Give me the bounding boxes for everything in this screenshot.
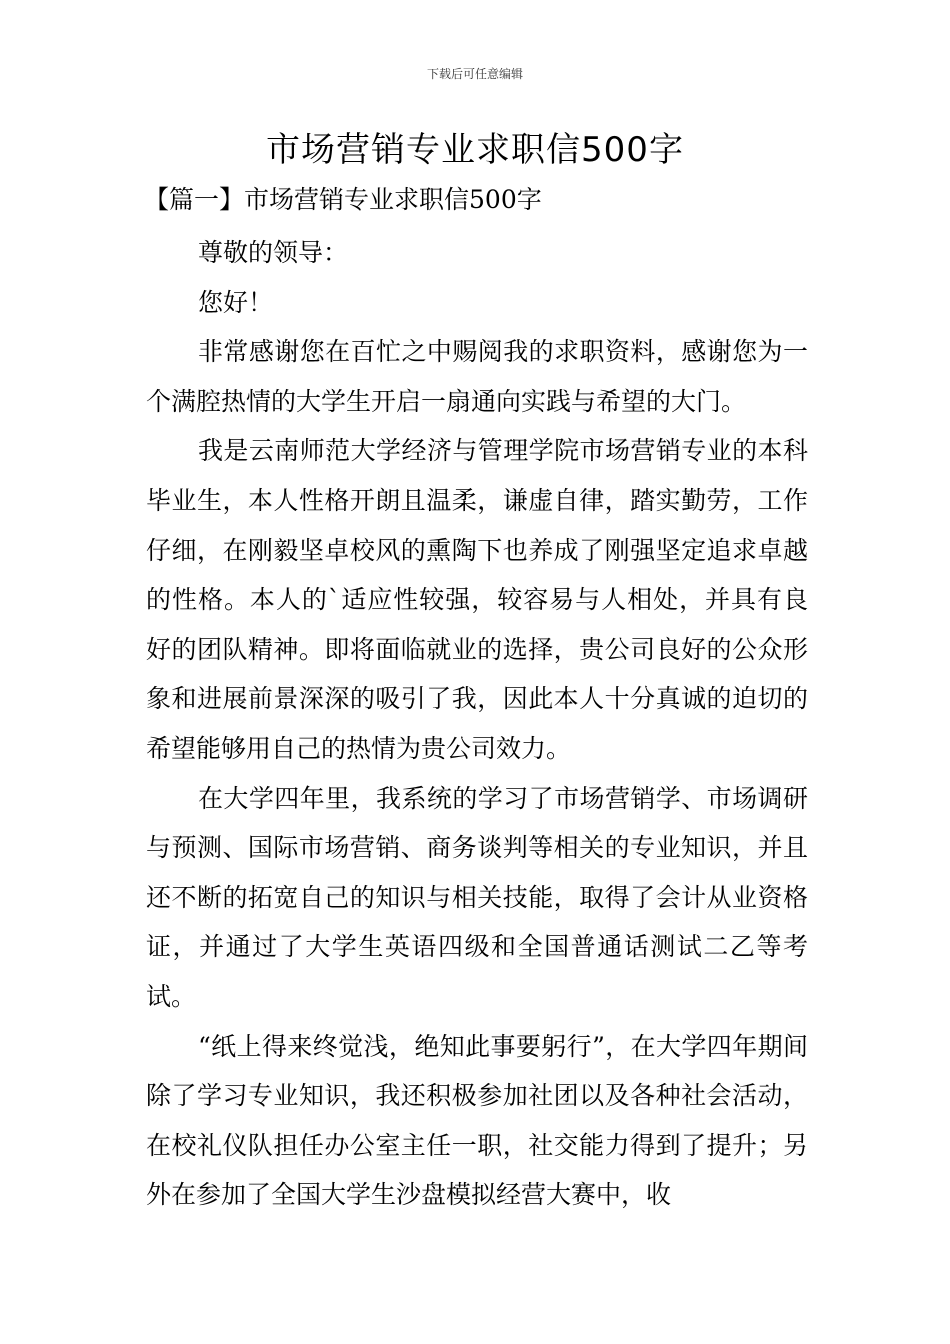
section-heading: 【篇一】市场营销专业求职信500字 [144,185,542,214]
body-paragraph: 我是云南师范大学经济与管理学院市场营销专业的本科毕业生，本人性格开朗且温柔，谦虚自律，踏实勤劳，工作仔细，在刚毅坚卓校风的熏陶下也养成了刚强坚定追求卓越的性格。本人的`适应性较强，较容易与人相处，并具有良好的团队精神。即将面临就业的选择，贵公司良好的公众形象和进展前景深深的吸引了我，因此本人十分真诚的迫切的希望能够用自己的热情为贵公司效力。 [146,436,808,763]
letter-body [146,228,808,1220]
body-paragraph: 在大学四年里，我系统的学习了市场营销学、市场调研与预测、国际市场营销、商务谈判等相关的专业知识，并且还不断的拓宽自己的知识与相关技能，取得了会计从业资格证，并通过了大学生英语四级和全国普通话测试二乙等考试。 [146,783,808,1011]
document-title: 市场营销专业求职信500字 [266,130,684,170]
salutation: 尊敬的领导： [198,238,349,267]
body-paragraph: 非常感谢您在百忙之中赐阅我的求职资料，感谢您为一个满腔热情的大学生开启一扇通向实践与希望的大门。 [146,337,808,416]
body-paragraph: “纸上得来终觉浅，绝知此事要躬行”，在大学四年期间除了学习专业知识，我还积极参加社团以及各种社会活动，在校礼仪队担任办公室主任一职，社交能力得到了提升；另外在参加了全国大学生沙盘模拟经营大赛中，收 [146,1031,808,1210]
greeting: 您好！ [198,287,274,317]
header-note: 下载后可任意编辑 [426,67,523,81]
